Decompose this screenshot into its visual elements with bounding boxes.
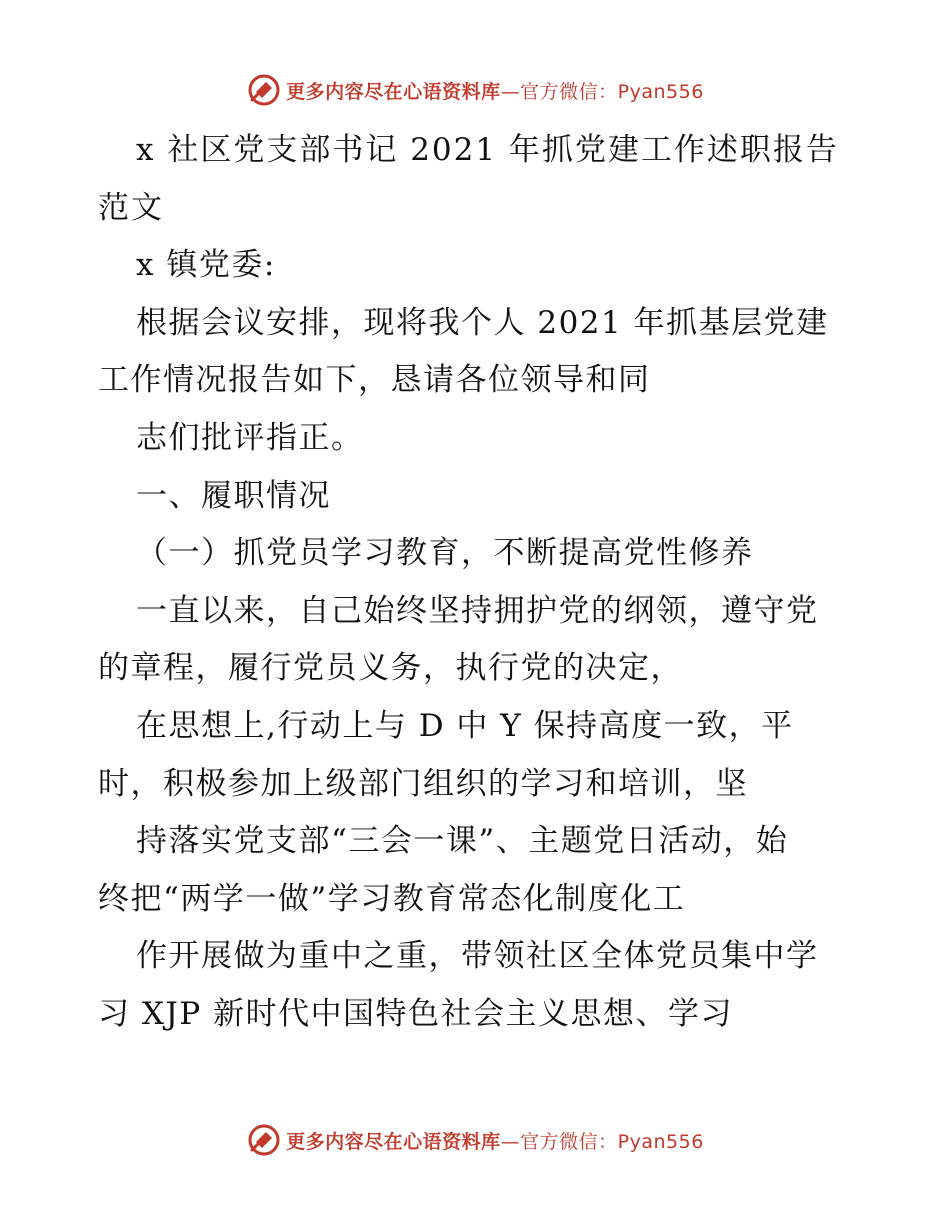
document-title-continued: 范文 xyxy=(98,189,164,226)
paragraph-line: 习 XJP 新时代中国特色社会主义思想、学习 xyxy=(98,995,734,1032)
footer-banner-text: 更多内容尽在心语资料库—官方微信：Pyan556 xyxy=(286,1130,704,1153)
paragraph-line: 时，积极参加上级部门组织的学习和培训，坚 xyxy=(98,765,748,802)
paragraph-line: 的章程，履行党员义务，执行党的决定， xyxy=(98,650,683,687)
document-logo-icon xyxy=(246,1122,282,1158)
footer-banner xyxy=(0,1120,950,1160)
section-heading: 一、履职情况 xyxy=(136,477,331,514)
paragraph-line: 持落实党支部“三会一课”、主题党日活动，始 xyxy=(136,823,789,860)
header-banner-text: 更多内容尽在心语资料库—官方微信：Pyan556 xyxy=(286,80,704,103)
header-contact: 官方微信：Pyan556 xyxy=(520,80,704,103)
document-logo-icon xyxy=(246,72,282,108)
document-title: x 社区党支部书记 2021 年抓党建工作述职报告 xyxy=(136,132,839,168)
paragraph-line: 根据会议安排，现将我个人 2021 年抓基层党建 xyxy=(136,304,829,341)
paragraph-line: 终把“两学一做”学习教育常态化制度化工 xyxy=(98,880,686,917)
paragraph-line: 在思想上,行动上与 D 中 Y 保持高度一致，平 xyxy=(136,707,794,744)
footer-contact: 官方微信：Pyan556 xyxy=(520,1130,704,1153)
paragraph-line: 志们批评指正。 xyxy=(136,419,364,456)
paragraph-line: 工作情况报告如下，恳请各位领导和同 xyxy=(98,362,651,399)
paragraph-line: 一直以来，自己始终坚持拥护党的纲领，遵守党 xyxy=(136,592,819,629)
paragraph-line: 作开展做为重中之重，带领社区全体党员集中学 xyxy=(136,938,819,975)
document-body xyxy=(98,122,858,1044)
salutation: x 镇党委: xyxy=(136,247,276,284)
subsection-heading: （一）抓党员学习教育，不断提高党性修养 xyxy=(136,535,754,572)
header-banner xyxy=(0,70,950,110)
